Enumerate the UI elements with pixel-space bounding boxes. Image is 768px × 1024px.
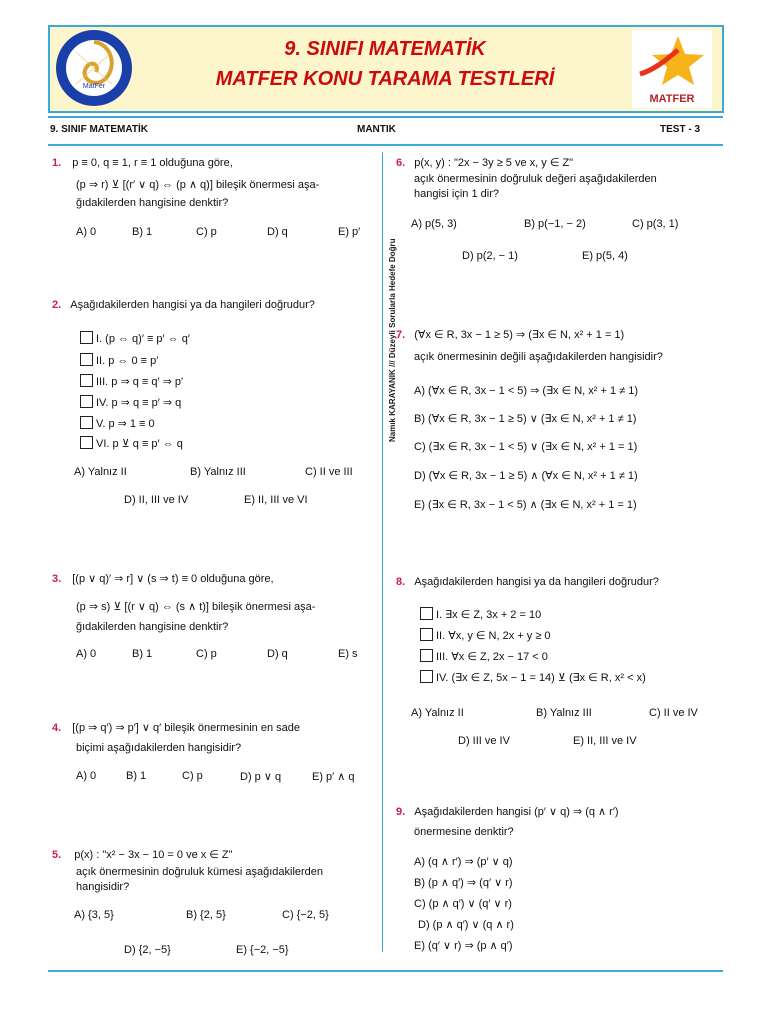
question-text: (p ⇒ r) ⊻ [(r′ ∨ q) ⇔ (p ∧ q)] bileşik önermesi aşa- [76, 179, 320, 191]
question-1 [52, 156, 233, 170]
option-b: B) Yalnız III [190, 466, 246, 478]
question-number: 2. [52, 299, 62, 311]
option-a: A) p(5, 3) [411, 218, 457, 230]
option-a: A) Yalnız II [74, 466, 127, 478]
question-text: [(p ∨ q)′ ⇒ r] ∨ (s ⇒ t) ≡ 0 olduğuna göre, [72, 573, 274, 585]
question-text: Aşağıdakilerden hangisi ya da hangileri doğrudur? [70, 299, 315, 311]
option-c: C) p(3, 1) [632, 218, 679, 230]
option-b: B) Yalnız III [536, 707, 592, 719]
option-d: D) q [267, 648, 288, 660]
question-7 [396, 328, 624, 342]
question-number: 1. [52, 157, 62, 169]
option-b: B) 1 [132, 226, 153, 238]
option-b: B) {2, 5} [186, 909, 226, 921]
column-divider [382, 152, 383, 952]
option-a: A) Yalnız II [411, 707, 464, 719]
question-3 [52, 572, 274, 586]
question-text: ğıdakilerden hangisine denktir? [76, 197, 229, 209]
question-text: açık önermesinin doğruluk kümesi aşağıdakilerden [76, 866, 324, 878]
question-text: Aşağıdakilerden hangisi (p′ ∨ q) ⇒ (q ∧ r′) [414, 806, 619, 818]
question-number: 5. [52, 849, 62, 861]
option-a: A) 0 [76, 226, 97, 238]
question-number: 6. [396, 157, 406, 169]
subheader-test: TEST - 3 [660, 124, 701, 135]
option-d: D) q [267, 226, 288, 238]
question-text: açık önermesinin değili aşağıdakilerden hangisidir? [414, 351, 663, 363]
question-9 [396, 805, 619, 819]
svg-text:MatFer: MatFer [82, 83, 106, 90]
option-d: D) II, III ve IV [124, 494, 189, 506]
checkbox [420, 670, 433, 683]
option-e: E) p′ ∧ q [312, 771, 355, 783]
question-number: 9. [396, 806, 406, 818]
question-number: 4. [52, 722, 62, 734]
option-a: A) (∀x ∈ R, 3x − 1 < 5) ⇒ (∃x ∈ N, x² + 1 ≠ 1) [414, 385, 639, 397]
question-text: p ≡ 0, q ≡ 1, r ≡ 1 olduğuna göre, [72, 157, 233, 169]
question-text: biçimi aşağıdakilerden hangisidir? [76, 742, 242, 754]
option-a: A) 0 [76, 648, 97, 660]
question-text: ğıdakilerden hangisine denktir? [76, 621, 229, 633]
option-d: D) III ve IV [458, 735, 510, 747]
option-d: D) (p ∧ q′) ∨ (q ∧ r) [418, 919, 514, 931]
matfer-seal-logo [54, 28, 134, 108]
checkbox [80, 416, 93, 429]
option-e: E) II, III ve VI [244, 494, 308, 506]
question-number: 8. [396, 576, 406, 588]
statement-iii: III. p ⇒ q ≡ q′ ⇒ p′ [80, 374, 183, 388]
question-text: p(x) : "x² − 3x − 10 = 0 ve x ∈ Z" [74, 849, 233, 861]
statement-vi: VI. p ⊻ q ≡ p′ ⇔ q [80, 436, 183, 450]
option-a: A) (q ∧ r′) ⇒ (p′ ∨ q) [414, 856, 513, 868]
subheader-topic: MANTIK [357, 124, 396, 135]
option-a: A) 0 [76, 770, 97, 782]
option-e: E) {−2, −5} [236, 944, 289, 956]
option-e: E) II, III ve IV [573, 735, 637, 747]
option-e: E) (∃x ∈ R, 3x − 1 < 5) ∧ (∃x ∈ N, x² + 1 = 1) [414, 499, 637, 511]
statement-i: I. (p ⇔ q)′ ≡ p′ ⇔ q′ [80, 331, 190, 345]
checkbox [80, 374, 93, 387]
option-d: D) p(2, − 1) [462, 250, 518, 262]
option-d: D) {2, −5} [124, 944, 171, 956]
option-c: C) (p ∧ q′) ∨ (q′ ∨ r) [414, 898, 512, 910]
option-c: C) II ve III [305, 466, 353, 478]
option-b: B) 1 [132, 648, 153, 660]
page-title: 9. SINIFI MATEMATİK [284, 38, 486, 60]
option-b: B) 1 [126, 770, 147, 782]
option-c: C) II ve IV [649, 707, 698, 719]
question-text: (p ⇒ s) ⊻ [(r ∨ q) ⇔ (s ∧ t)] bileşik önermesi aşa- [76, 601, 316, 613]
option-c: C) {−2, 5} [282, 909, 329, 921]
statement-iv: IV. p ⇒ q ≡ p′ ⇒ q [80, 395, 181, 409]
option-c: C) p [182, 770, 203, 782]
question-number: 7. [396, 329, 406, 341]
question-text: hangisi için 1 dir? [414, 188, 499, 200]
question-number: 3. [52, 573, 62, 585]
statement-iv: IV. (∃x ∈ Z, 5x − 1 = 14) ⊻ (∃x ∈ R, x² < x) [420, 670, 646, 684]
statement-i: I. ∃x ∈ Z, 3x + 2 = 10 [420, 607, 541, 621]
question-text: önermesine denktir? [414, 826, 514, 838]
question-text: hangisidir? [76, 881, 130, 893]
option-e: E) s [338, 648, 358, 660]
checkbox [80, 353, 93, 366]
top-rule [48, 116, 723, 118]
matfer-star-logo [632, 30, 712, 108]
option-d: D) (∀x ∈ R, 3x − 1 ≥ 5) ∧ (∀x ∈ N, x² + 1 ≠ 1) [414, 470, 638, 482]
sub-rule [48, 144, 723, 146]
question-text: p(x, y) : "2x − 3y ≥ 5 ve x, y ∈ Z" [414, 157, 574, 169]
bottom-rule [48, 970, 723, 972]
checkbox [420, 607, 433, 620]
option-a: A) {3, 5} [74, 909, 114, 921]
option-e: E) p′ [338, 226, 361, 238]
subheader-course: 9. SINIF MATEMATİK [50, 124, 148, 135]
option-b: B) (∀x ∈ R, 3x − 1 ≥ 5) ∨ (∃x ∈ N, x² + 1 ≠ 1) [414, 413, 637, 425]
statement-iii: III. ∀x ∈ Z, 2x − 17 < 0 [420, 649, 548, 663]
question-4 [52, 721, 300, 735]
checkbox [420, 649, 433, 662]
option-d: D) p ∨ q [240, 771, 282, 783]
checkbox [80, 395, 93, 408]
question-5 [52, 848, 233, 862]
statement-v: V. p ⇒ 1 ≡ 0 [80, 416, 155, 430]
option-b: B) (p ∧ q′) ⇒ (q′ ∨ r) [414, 877, 513, 889]
statement-ii: II. p ⇔ 0 ≡ p′ [80, 353, 158, 367]
statement-ii: II. ∀x, y ∈ N, 2x + y ≥ 0 [420, 628, 551, 642]
question-6 [396, 156, 573, 170]
question-text: [(p ⇒ q′) ⇒ p′] ∨ q′ bileşik önermesinin en sade [72, 722, 300, 734]
option-c: C) (∃x ∈ R, 3x − 1 < 5) ∨ (∃x ∈ N, x² + 1 = 1) [414, 441, 638, 453]
question-text: Aşağıdakilerden hangisi ya da hangileri doğrudur? [414, 576, 659, 588]
option-c: C) p [196, 648, 217, 660]
svg-text:MATFER: MATFER [649, 93, 695, 105]
option-e: E) (q′ ∨ r) ⇒ (p ∧ q′) [414, 940, 513, 952]
question-text: (∀x ∈ R, 3x − 1 ≥ 5) ⇒ (∃x ∈ N, x² + 1 = 1) [414, 329, 625, 341]
question-8 [396, 575, 659, 589]
option-e: E) p(5, 4) [582, 250, 628, 262]
option-c: C) p [196, 226, 217, 238]
option-b: B) p(−1, − 2) [524, 218, 586, 230]
checkbox [420, 628, 433, 641]
checkbox [80, 436, 93, 449]
question-2 [52, 298, 315, 312]
question-text: açık önermesinin doğruluk değeri aşağıdakilerden [414, 173, 657, 185]
page-subtitle: MATFER KONU TARAMA TESTLERİ [215, 68, 555, 90]
side-credit: Namık KARAYANIK /// Düzeyli Sorularla Hedefe Doğru [388, 238, 397, 442]
checkbox [80, 331, 93, 344]
